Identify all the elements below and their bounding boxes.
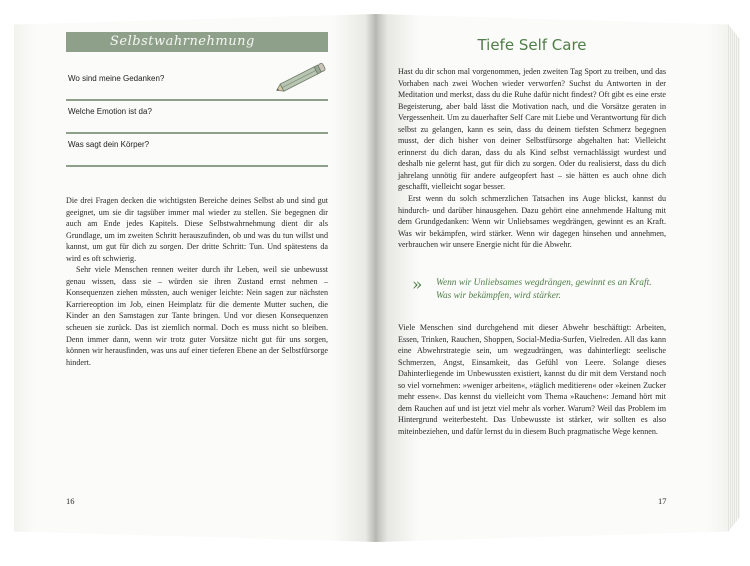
left-body-text [66, 195, 328, 368]
page-number-left: 16 [66, 496, 75, 506]
right-body-text-top [398, 66, 666, 251]
pull-quote: Wenn wir Unliebsames wegdrängen, gewinnt es an Kraft. Was wir bekämpfen, wird stärker. [436, 278, 652, 301]
question-thoughts: Wo sind meine Gedanken? [68, 74, 165, 83]
page-number-right: 17 [658, 496, 667, 506]
answer-line-emotion [66, 132, 328, 134]
page-edges [728, 24, 740, 532]
question-emotion: Welche Emotion ist da? [68, 107, 152, 116]
pencil-icon [268, 58, 330, 100]
chapter-title: Tiefe Self Care [477, 36, 587, 54]
paragraph: Die drei Fragen decken die wichtigsten Bereiche deines Selbst ab und sind gut geeignet, um sie dir tagsüber immer mal wieder zu stellen. Sie begegnen dir auch am Ende jedes Kapitels. Diese Selbstwahrnehmung dient dir als Grundlage, um im zweiten Schritt herauszufinden, ob und was du tun willst und kannst, um gut für dich zu sorgen. Der dritte Schritt: Tun. Und spätestens da wird es oft schwierig. [66, 196, 328, 263]
paragraph: Sehr viele Menschen rennen weiter durch ihr Leben, weil sie unbewusst genau wissen, dass sie – würden sie ihren Zustand ernst nehmen – Konsequenzen ziehen müssten, auch weniger leichte: Nein sagen zur nächsten Karriereoption im Job, einen Heimplatz für die demente Mutter suchen, die Kinder an den Samstagen zur Tante bringen. Und vor diesen Konsequenzen scheuen sie zurück. Das ist ziemlich normal. Doch es muss nicht so bleiben. Denn immer dann, wenn wir trotz guter Vorsätze nicht gut für uns sorgen, können wir herausfinden, was uns auf einer tieferen Ebene an der Selbstfürsorge hindert. [66, 265, 328, 367]
worksheet-header: Selbstwahrnehmung [66, 32, 328, 52]
quote-mark-icon: » [412, 275, 423, 295]
paragraph: Viele Menschen sind durchgehend mit dieser Abwehr beschäftigt: Arbeiten, Essen, Trinken, Rauchen, Shoppen, Social-Media-Surfen, Vielreden. All das kann eine Abwehrstrategie sein, um wegzudrängen, was dahinterliegt: seelische Schmerzen, Angst, Einsamkeit, das Gefühl von Leere. Solange dieses Dahinterliegende im Unbewussten existiert, kannst du dir mit dem Verstand noch so viel vornehmen: »weniger arbeiten«, »täglich meditieren« oder »keinen Zucker mehr essen«. Das kennst du vielleicht vom Thema »Rauchen«: Jemand hört mit dem Rauchen auf und ist jetzt viel mehr als vorher. Warum? Weil das Problem im Hintergrund weiterbesteht. Das Unbewusste ist stärker, wir sollten es also miteinbeziehen, und dafür lernst du in diesem Buch pragmatische Wege kennen. [398, 323, 666, 436]
right-body-text-bottom [398, 322, 666, 437]
book-spine [366, 14, 388, 542]
paragraph: Hast du dir schon mal vorgenommen, jeden zweiten Tag Sport zu treiben, und das Vorhaben nach zwei Wochen wieder verworfen? Suchst du Antworten in der Meditation und merkst, dass du die Ruhe dafür nicht findest? Oft gibt es eine erste Begeisterung, aber bald lässt die Motivation nach, und die Vorsätze geraten in Vergessenheit. Um zu dauerhafter Self Care mit Liebe und Verantwortung für dich selbst zu gelangen, kann es sein, dass du deinem tiefsten Schmerz begegnen musst, der dich bisher von deiner Selbstfürsorge abgehalten hat: Vielleicht erinnerst du dich daran, dass du als Kind selbst vernachlässigt wurdest und deshalb nie gelernt hast, gut für dich zu sorgen. Oder du realisierst, dass du dich jahrelang unnötig für andere aufgeopfert hast – sie hätten es auch ohne dich geschafft, vielleicht sogar besser. [398, 67, 666, 192]
answer-line-body [66, 165, 328, 167]
paragraph: Erst wenn du solch schmerzlichen Tatsachen ins Auge blickst, kannst du hindurch- und darüber hinausgehen. Dazu gehört eine annehmende Haltung mit dem Grundgedanken: Wenn wir Unliebsames wegdrängen, gewinnt es an Kraft. Was wir bekämpfen, wird stärker. Wenn wir dagegen hinsehen und annehmen, verbrauchen wir unsere Energie nicht für die Abwehr. [398, 194, 666, 250]
question-body: Was sagt dein Körper? [68, 140, 150, 149]
